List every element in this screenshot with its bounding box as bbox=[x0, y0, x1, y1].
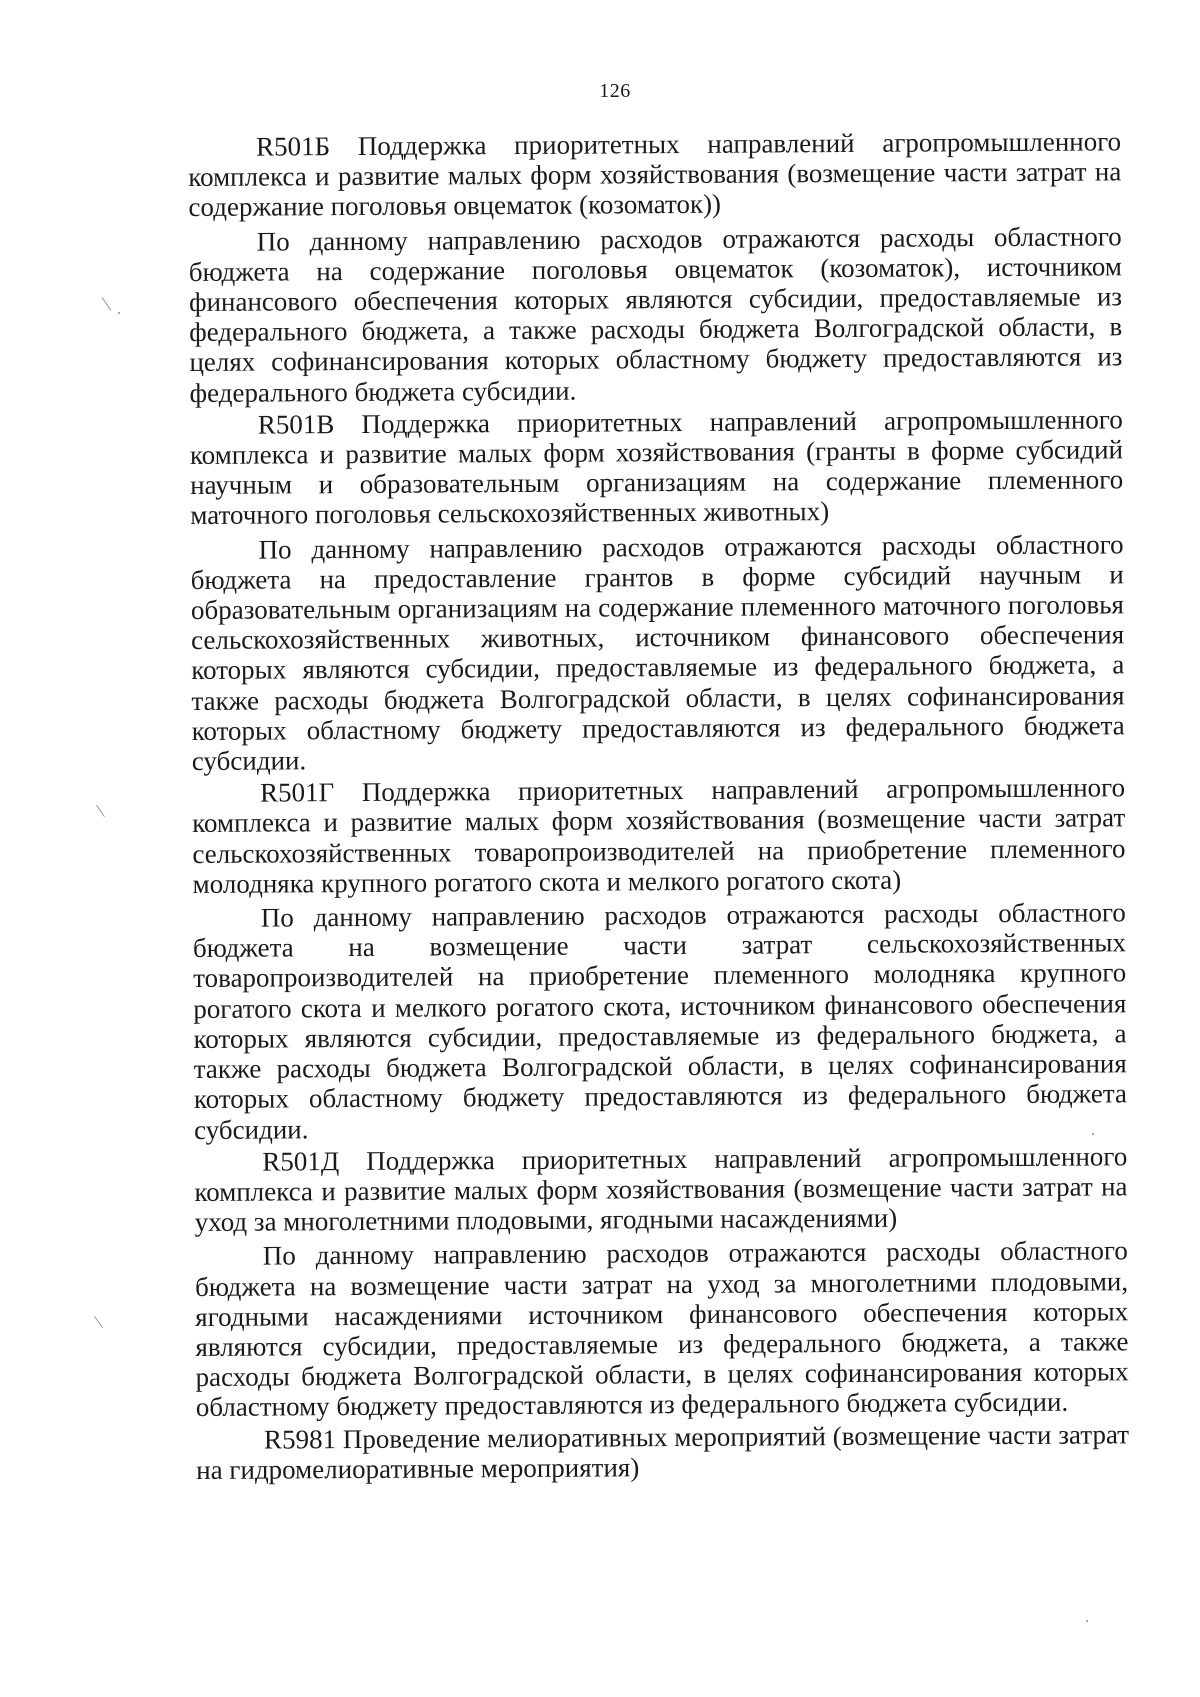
budget-item-heading-r501d: R501Д Поддержка приоритетных направлений агропромышленного комплекса и развитие малых форм хозяйствования (возмещение части затрат на уход за многолетними плодовыми, ягодными насаждениями) bbox=[194, 1140, 1128, 1238]
scan-artifact-dot bbox=[1092, 1133, 1094, 1135]
budget-item-heading-r501b: R501Б Поддержка приоритетных направлений агропромышленного комплекса и развитие малых форм хозяйствования (возмещение части затрат на содержание поголовья овцематок (козоматок)) bbox=[188, 126, 1122, 223]
scan-artifact-dot bbox=[118, 312, 120, 314]
scan-artifact-mark bbox=[102, 297, 112, 311]
page-number: 126 bbox=[599, 80, 631, 102]
budget-item-description-r501g: По данному направлению расходов отражаются расходы областного бюджета на возмещение части затрат сельскохозяйственных товаропроизводителей на приобретение племенного молодняка крупного рогатого скота и мелкого рогатого скота, источником финансового обеспечения которых являются субсидии, предоставляемые из федерального бюджета, а также расходы бюджета Волгоградской области, в целях софинансирования которых областному бюджету предоставляются из федерального бюджета субсидии. bbox=[192, 897, 1127, 1145]
budget-item-heading-r5981: R5981 Проведение мелиоративных мероприятий (возмещение части затрат на гидромелиоративные мероприятия) bbox=[196, 1418, 1130, 1485]
scan-artifact-dot bbox=[1086, 1620, 1088, 1622]
budget-item-description-r501d: По данному направлению расходов отражаются расходы областного бюджета на возмещение части затрат на уход за многолетними плодовыми, ягодными насаждениями источником финансового обеспечения которых являются субсидии, предоставляемые из федерального бюджета, а также расходы бюджета Волгоградской области, в целях софинансирования которых областному бюджету предоставляются из федерального бюджета субсидии. bbox=[194, 1235, 1129, 1423]
scan-artifact-mark bbox=[94, 1316, 103, 1328]
budget-item-description-r501b: По данному направлению расходов отражаются расходы областного бюджета на содержание поголовья овцематок (козоматок), источником финансового обеспечения которых являются субсидии, предоставляемые из федерального бюджета, а также расходы бюджета Волгоградской области, в целях софинансирования которых областному бюджету предоставляются из федерального бюджета субсидии. bbox=[188, 220, 1123, 408]
scan-artifact-mark bbox=[96, 805, 105, 817]
budget-item-description-r501v: По данному направлению расходов отражаются расходы областного бюджета на предоставление грантов в форме субсидий научным и образовательным организациям на содержание племенного маточного поголовья сельскохозяйственных животных, источником финансового обеспечения которых являются субсидии, предоставляемые из федерального бюджета, а также расходы бюджета Волгоградской области, в целях софинансирования которых областному бюджету предоставляются из федерального бюджета субсидии. bbox=[190, 528, 1125, 777]
budget-item-heading-r501v: R501В Поддержка приоритетных направлений агропромышленного комплекса и развитие малых форм хозяйствования (гранты в форме субсидий научным и образовательным организациям на содержание племенного маточного поголовья сельскохозяйственных животных) bbox=[189, 404, 1124, 531]
budget-item-heading-r501g: R501Г Поддержка приоритетных направлений агропромышленного комплекса и развитие малых форм хозяйствования (возмещение части затрат сельскохозяйственных товаропроизводителей на приобретение племенного молодняка крупного рогатого скота и мелкого рогатого скота) bbox=[192, 772, 1126, 899]
document-body bbox=[188, 124, 1129, 1485]
